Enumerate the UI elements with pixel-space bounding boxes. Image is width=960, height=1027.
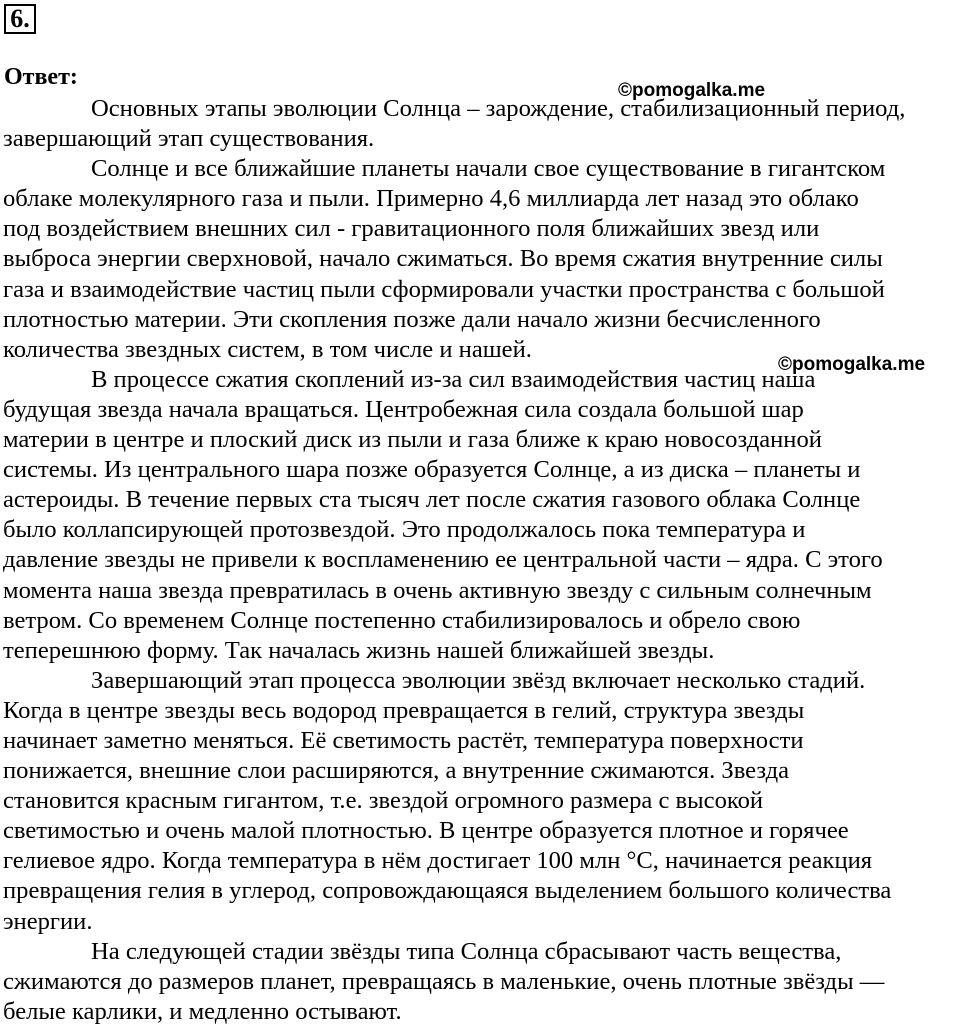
text-line: светимостью и очень малой плотностью. В центре образуется плотное и горячее (3, 817, 849, 845)
watermark: ©pomogalka.me (778, 354, 926, 375)
text-line: системы. Из центрального шара позже образуется Солнце, а из диска – планеты и (3, 456, 861, 484)
paragraph-4 (3, 666, 958, 937)
text-line: под воздействием внешних сил - гравитационного поля ближайших звезд или (3, 215, 820, 243)
text-line: момента наша звезда превратилась в очень активную звезду с сильным солнечным (3, 576, 872, 604)
paragraph-3 (3, 365, 958, 666)
text-line: завершающий этап существования. (3, 125, 375, 153)
paragraph-2 (3, 154, 958, 365)
text-line: астероиды. В течение первых ста тысяч лет после сжатия газового облака Солнце (3, 486, 861, 514)
text-line: гелиевое ядро. Когда температура в нём достигает 100 млн °C, начинается реакция (3, 847, 873, 875)
answer-label: Ответ: (4, 64, 78, 90)
text-line: газа и взаимодействие частиц пыли сформировали участки пространства с большой (3, 275, 885, 303)
text-line: Солнце и все ближайшие планеты начали свое существование в гигантском (91, 155, 886, 183)
task-number: 6. (4, 4, 36, 34)
text-line: В процессе сжатия скоплений из-за сил взаимодействия частиц наша (91, 365, 816, 393)
paragraph-5 (3, 937, 958, 1027)
text-line: энергии. (3, 907, 93, 935)
text-line: начинает заметно меняться. Её светимость растёт, температура поверхности (3, 726, 804, 754)
text-line: теперешнюю форму. Так началась жизнь нашей ближайшей звезды. (3, 636, 715, 664)
text-line: становится красным гигантом, т.е. звездой огромного размера с высокой (3, 787, 764, 815)
text-line: материи в центре и плоский диск из пыли и газа ближе к краю новосозданной (3, 426, 822, 454)
text-line: превращения гелия в углерод, сопровождающаяся выделением большого количества (3, 877, 892, 905)
text-line: облаке молекулярного газа и пыли. Примерно 4,6 миллиарда лет назад это облако (3, 185, 859, 213)
text-line: давление звезды не привели к воспламенению ее центральной части – ядра. С этого (3, 546, 883, 574)
text-line: Завершающий этап процесса эволюции звёзд включает несколько стадий. (91, 666, 866, 694)
watermark: ©pomogalka.me (618, 80, 766, 101)
text-line: ветром. Со временем Солнце постепенно стабилизировалось и обрело свою (3, 606, 801, 634)
text-line: белые карлики, и медленно остывают. (3, 997, 402, 1025)
text-line: количества звездных систем, в том числе и нашей. (3, 335, 532, 363)
text-line: будущая звезда начала вращаться. Центробежная сила создала большой шар (3, 395, 804, 423)
paragraph-1 (3, 94, 958, 154)
text-line: выброса энергии сверхновой, начало сжиматься. Во время сжатия внутренние силы (3, 245, 883, 273)
text-line: Основных этапы эволюции Солнца – зарождение, стабилизационный период, (91, 95, 906, 122)
text-line: понижается, внешние слои расширяются, а внутренние сжимаются. Звезда (3, 757, 790, 785)
text-line: сжимаются до размеров планет, превращаясь в маленькие, очень плотные звёзды — (3, 967, 885, 995)
answer-text (3, 94, 958, 1027)
text-line: На следующей стадии звёзды типа Солнца сбрасывают часть вещества, (91, 937, 842, 965)
text-line: плотностью материи. Эти скопления позже дали начало жизни бесчисленного (3, 305, 821, 333)
text-line: Когда в центре звезды весь водород превращается в гелий, структура звезды (3, 696, 805, 724)
text-line: было коллапсирующей протозвездой. Это продолжалось пока температура и (3, 516, 806, 544)
